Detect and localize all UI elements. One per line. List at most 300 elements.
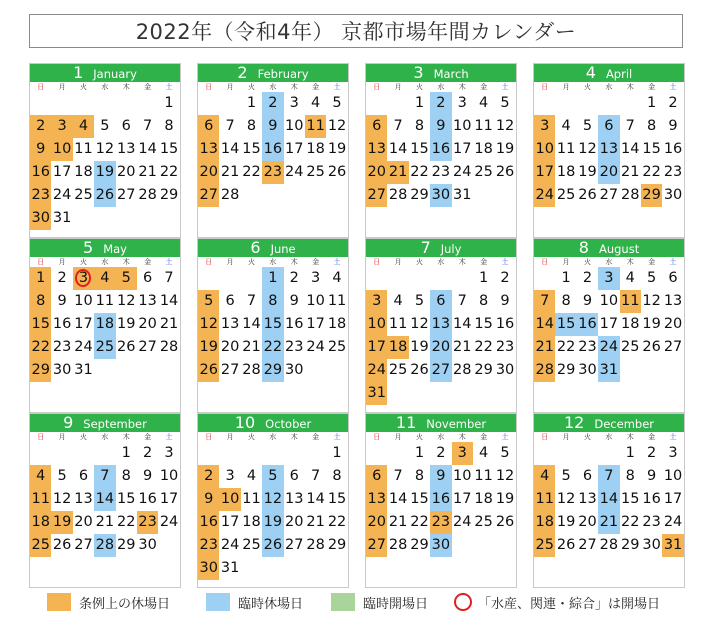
day-cell: 21 <box>453 339 472 355</box>
day-cell: 14 <box>534 313 555 336</box>
day-cell: 7 <box>534 290 555 313</box>
day-cell: 15 <box>642 141 661 157</box>
month-name: December <box>594 417 654 431</box>
weekday-label: 水 <box>437 83 445 91</box>
empty-cell <box>598 442 619 465</box>
month-name: February <box>257 67 309 81</box>
day-cell: 29 <box>410 537 429 553</box>
red-circle-icon <box>75 269 91 287</box>
day-cell: 4 <box>625 270 635 286</box>
day-cell: 30 <box>642 537 661 553</box>
day-cell: 24 <box>306 339 325 355</box>
day-cell: 24 <box>453 514 472 530</box>
day-cell: 25 <box>30 534 51 557</box>
month-april <box>533 63 685 238</box>
day-cell: 10 <box>663 468 683 484</box>
day-cell: 27 <box>366 534 387 557</box>
weekday-row <box>534 257 684 267</box>
day-cell: 7 <box>457 293 467 309</box>
day-cell: 22 <box>642 164 661 180</box>
day-cell: 5 <box>100 118 110 134</box>
day-cell: 27 <box>74 537 93 553</box>
weekday-label: 金 <box>648 258 656 266</box>
day-cell: 4 <box>73 115 94 138</box>
day-cell: 18 <box>30 511 51 534</box>
day-cell: 13 <box>198 138 219 161</box>
weekday-label: 水 <box>101 258 109 266</box>
day-cell: 27 <box>117 187 136 203</box>
day-cell: 16 <box>30 161 51 184</box>
weekday-label: 水 <box>101 433 109 441</box>
day-cell: 16 <box>138 491 157 507</box>
day-cell: 21 <box>621 164 640 180</box>
empty-cell <box>51 92 72 115</box>
day-cell: 3 <box>73 267 94 290</box>
weekday-label: 土 <box>669 258 677 266</box>
day-cell: 2 <box>143 445 153 461</box>
day-cell: 11 <box>556 141 576 157</box>
day-cell: 19 <box>262 511 283 534</box>
weekday-label: 木 <box>122 433 130 441</box>
day-cell: 8 <box>414 468 425 484</box>
day-cell: 13 <box>366 138 387 161</box>
day-cell: 14 <box>242 316 261 332</box>
weekday-row <box>198 257 348 267</box>
day-cell: 17 <box>74 316 93 332</box>
weekday-label: 木 <box>290 258 298 266</box>
empty-cell <box>219 92 240 115</box>
empty-cell <box>305 442 326 465</box>
day-cell: 18 <box>74 164 93 180</box>
weekday-label: 木 <box>122 83 130 91</box>
day-cell: 20 <box>430 336 451 359</box>
day-cell: 12 <box>198 313 219 336</box>
day-cell: 26 <box>495 514 515 530</box>
day-cell: 17 <box>534 161 555 184</box>
day-cell: 14 <box>621 141 640 157</box>
day-cell: 6 <box>78 468 89 484</box>
weekday-label: 火 <box>79 83 87 91</box>
day-cell: 7 <box>393 118 403 134</box>
empty-cell <box>219 442 240 465</box>
day-cell: 20 <box>74 514 93 530</box>
weekday-row <box>534 432 684 442</box>
weekday-row <box>30 257 180 267</box>
weekday-row <box>30 82 180 92</box>
day-cell: 5 <box>647 270 657 286</box>
day-cell: 6 <box>366 465 387 488</box>
empty-cell <box>387 92 408 115</box>
weekday-label: 金 <box>480 83 488 91</box>
weekday-label: 月 <box>58 433 66 441</box>
day-cell: 26 <box>52 537 72 553</box>
day-cell: 14 <box>159 293 179 309</box>
weekday-label: 火 <box>247 83 255 91</box>
day-cell: 22 <box>410 514 429 530</box>
day-cell: 4 <box>332 270 342 286</box>
weekday-label: 木 <box>290 83 298 91</box>
day-cell: 28 <box>94 534 115 557</box>
month-number: 12 <box>564 413 585 432</box>
day-cell: 29 <box>30 359 51 382</box>
day-cell: 31 <box>366 382 387 405</box>
empty-cell <box>241 442 262 465</box>
empty-cell <box>620 92 641 115</box>
day-cell: 28 <box>388 187 408 203</box>
day-cell: 10 <box>599 293 619 309</box>
day-cell: 21 <box>388 514 408 530</box>
day-cell: 20 <box>663 316 683 332</box>
day-cell: 11 <box>305 115 326 138</box>
day-cell: 2 <box>430 92 451 115</box>
day-cell: 23 <box>642 514 661 530</box>
day-cell: 3 <box>164 445 174 461</box>
day-cell: 16 <box>663 141 683 157</box>
day-cell: 2 <box>500 270 510 286</box>
weekday-label: 金 <box>648 433 656 441</box>
day-cell: 19 <box>327 141 347 157</box>
day-cell: 9 <box>430 115 451 138</box>
day-cell: 22 <box>262 336 283 359</box>
day-cell: 28 <box>621 187 640 203</box>
day-cell: 21 <box>387 161 408 184</box>
weekday-label: 火 <box>583 258 591 266</box>
empty-cell <box>51 442 72 465</box>
month-august <box>533 238 685 413</box>
day-cell: 6 <box>143 270 153 286</box>
day-cell: 15 <box>159 141 179 157</box>
day-cell: 16 <box>52 316 72 332</box>
day-cell: 28 <box>534 359 555 382</box>
day-cell: 15 <box>242 141 261 157</box>
day-cell: 27 <box>138 339 157 355</box>
empty-cell <box>366 267 387 290</box>
weekday-label: 木 <box>458 83 466 91</box>
empty-cell <box>241 267 262 290</box>
day-cell: 4 <box>534 465 555 488</box>
empty-cell <box>366 92 387 115</box>
day-cell: 13 <box>285 491 304 507</box>
day-cell: 2 <box>668 95 678 111</box>
day-cell: 7 <box>311 468 321 484</box>
day-cell: 16 <box>198 511 219 534</box>
day-cell: 8 <box>121 468 131 484</box>
day-cell: 24 <box>534 184 555 207</box>
day-cell: 13 <box>578 491 597 507</box>
weekday-label: 土 <box>333 258 341 266</box>
empty-cell <box>94 442 115 465</box>
day-cell: 6 <box>225 293 235 309</box>
legend-circle-label: 「水産、関連・綜合」は開場日 <box>478 596 661 612</box>
month-number: 9 <box>63 413 74 432</box>
day-cell: 20 <box>366 161 387 184</box>
day-cell: 26 <box>642 339 661 355</box>
day-cell: 30 <box>198 557 219 580</box>
day-cell: 25 <box>388 362 408 378</box>
day-cell: 12 <box>578 141 597 157</box>
page-title <box>29 14 683 48</box>
day-cell: 19 <box>51 511 72 534</box>
day-cell: 11 <box>242 491 261 507</box>
day-cell: 28 <box>159 339 179 355</box>
day-cell: 23 <box>198 534 219 557</box>
day-cell: 22 <box>30 336 51 359</box>
day-cell: 19 <box>198 336 219 359</box>
empty-cell <box>94 92 115 115</box>
day-cell: 17 <box>220 514 240 530</box>
day-cell: 14 <box>388 141 408 157</box>
weekday-label: 火 <box>415 83 423 91</box>
weekday-label: 日 <box>205 258 213 266</box>
day-cell: 18 <box>387 336 408 359</box>
weekday-label: 日 <box>37 433 45 441</box>
weekday-label: 金 <box>480 433 488 441</box>
day-cell: 22 <box>117 514 136 530</box>
day-cell: 9 <box>647 468 657 484</box>
day-cell: 8 <box>246 118 257 134</box>
weekday-row <box>366 432 516 442</box>
empty-cell <box>555 92 576 115</box>
empty-cell <box>409 267 430 290</box>
day-cell: 17 <box>285 141 304 157</box>
month-october <box>197 413 349 588</box>
weekday-label: 月 <box>226 258 234 266</box>
day-cell: 2 <box>289 270 299 286</box>
day-cell: 8 <box>164 118 174 134</box>
weekday-label: 土 <box>165 83 173 91</box>
day-cell: 5 <box>500 95 510 111</box>
weekday-label: 水 <box>437 433 445 441</box>
day-cell: 20 <box>578 514 597 530</box>
day-cell: 21 <box>138 164 157 180</box>
empty-cell <box>30 92 51 115</box>
weekday-label: 日 <box>373 258 381 266</box>
day-cell: 4 <box>94 267 115 290</box>
day-cell: 22 <box>410 164 429 180</box>
weekday-label: 土 <box>165 433 173 441</box>
weekday-row <box>198 432 348 442</box>
day-cell: 10 <box>534 138 555 161</box>
empty-cell <box>555 442 576 465</box>
legend-circle <box>454 590 660 614</box>
blue-swatch <box>206 593 230 611</box>
weekday-label: 火 <box>415 258 423 266</box>
day-cell: 28 <box>306 537 325 553</box>
weekday-label: 土 <box>669 433 677 441</box>
day-grid <box>534 442 684 557</box>
day-cell: 25 <box>534 534 555 557</box>
month-header <box>366 239 516 257</box>
month-name: January <box>93 67 137 81</box>
empty-cell <box>30 442 51 465</box>
day-cell: 16 <box>577 313 598 336</box>
day-cell: 7 <box>246 293 257 309</box>
day-cell: 27 <box>578 537 597 553</box>
empty-cell <box>137 92 158 115</box>
day-cell: 31 <box>598 359 619 382</box>
day-cell: 17 <box>453 491 472 507</box>
day-cell: 25 <box>474 164 493 180</box>
day-cell: 2 <box>57 270 67 286</box>
day-cell: 2 <box>262 92 283 115</box>
day-cell: 29 <box>159 187 179 203</box>
day-cell: 26 <box>94 184 115 207</box>
day-cell: 12 <box>495 468 515 484</box>
day-cell: 1 <box>414 445 425 461</box>
weekday-label: 月 <box>394 433 402 441</box>
day-cell: 6 <box>198 115 219 138</box>
day-cell: 17 <box>159 491 179 507</box>
weekday-label: 土 <box>501 83 509 91</box>
day-cell: 18 <box>556 164 576 180</box>
day-cell: 30 <box>285 362 304 378</box>
day-cell: 28 <box>453 362 472 378</box>
day-cell: 6 <box>582 468 593 484</box>
day-cell: 23 <box>578 339 597 355</box>
weekday-label: 金 <box>144 258 152 266</box>
day-grid <box>198 442 348 580</box>
weekday-label: 日 <box>37 258 45 266</box>
day-cell: 7 <box>225 118 235 134</box>
day-cell: 21 <box>220 164 240 180</box>
day-cell: 1 <box>414 95 425 111</box>
day-cell: 18 <box>534 511 555 534</box>
day-cell: 18 <box>327 316 347 332</box>
day-cell: 3 <box>534 115 555 138</box>
day-cell: 20 <box>598 161 619 184</box>
weekday-label: 金 <box>480 258 488 266</box>
weekday-label: 水 <box>605 433 613 441</box>
day-cell: 11 <box>30 488 51 511</box>
weekday-label: 火 <box>79 433 87 441</box>
day-cell: 26 <box>198 359 219 382</box>
day-cell: 25 <box>621 339 640 355</box>
day-cell: 31 <box>74 362 93 378</box>
day-cell: 5 <box>561 468 571 484</box>
month-november <box>365 413 517 588</box>
day-cell: 29 <box>641 184 662 207</box>
month-name: August <box>598 242 640 256</box>
weekday-label: 木 <box>626 258 634 266</box>
day-cell: 24 <box>598 336 619 359</box>
day-cell: 30 <box>495 362 515 378</box>
month-march <box>365 63 517 238</box>
month-may <box>29 238 181 413</box>
day-cell: 27 <box>366 184 387 207</box>
day-cell: 15 <box>474 316 493 332</box>
day-cell: 5 <box>582 118 593 134</box>
day-cell: 3 <box>452 442 473 465</box>
day-cell: 10 <box>51 138 72 161</box>
day-cell: 12 <box>556 491 576 507</box>
day-cell: 26 <box>327 164 347 180</box>
month-header <box>30 239 180 257</box>
day-cell: 10 <box>285 118 304 134</box>
empty-cell <box>430 267 451 290</box>
day-cell: 18 <box>306 141 325 157</box>
empty-cell <box>198 267 219 290</box>
day-cell: 1 <box>647 95 657 111</box>
day-cell: 25 <box>327 339 347 355</box>
month-february <box>197 63 349 238</box>
weekday-label: 月 <box>226 83 234 91</box>
day-cell: 14 <box>138 141 157 157</box>
day-cell: 19 <box>642 316 661 332</box>
empty-cell <box>219 267 240 290</box>
day-cell: 13 <box>366 488 387 511</box>
day-cell: 12 <box>495 118 515 134</box>
day-cell: 10 <box>219 488 240 511</box>
page-title-text: 2022年（令和4年） 京都市場年間カレンダー <box>135 20 577 44</box>
day-cell: 26 <box>262 534 283 557</box>
month-header <box>366 414 516 432</box>
day-cell: 24 <box>159 514 179 530</box>
day-cell: 4 <box>479 445 489 461</box>
empty-cell <box>598 92 619 115</box>
day-cell: 3 <box>311 270 321 286</box>
day-cell: 29 <box>117 537 136 553</box>
month-number: 11 <box>395 413 417 432</box>
red-circle-icon <box>454 593 472 611</box>
month-header <box>198 414 348 432</box>
day-cell: 27 <box>220 362 240 378</box>
day-cell: 24 <box>366 359 387 382</box>
day-cell: 21 <box>306 514 325 530</box>
day-cell: 26 <box>556 537 576 553</box>
day-cell: 1 <box>625 445 635 461</box>
day-cell: 6 <box>289 468 299 484</box>
day-cell: 18 <box>474 491 493 507</box>
weekday-row <box>198 82 348 92</box>
day-cell: 1 <box>262 267 283 290</box>
day-cell: 25 <box>242 537 261 553</box>
day-cell: 7 <box>164 270 174 286</box>
weekday-row <box>366 82 516 92</box>
day-cell: 15 <box>410 491 429 507</box>
weekday-label: 土 <box>501 258 509 266</box>
day-cell: 3 <box>225 468 235 484</box>
day-cell: 13 <box>430 313 451 336</box>
day-cell: 31 <box>662 534 683 557</box>
weekday-label: 火 <box>583 433 591 441</box>
day-cell: 19 <box>578 164 597 180</box>
day-cell: 21 <box>159 316 179 332</box>
day-cell: 18 <box>621 316 640 332</box>
day-cell: 11 <box>95 293 115 309</box>
month-number: 6 <box>250 238 261 257</box>
empty-cell <box>262 442 283 465</box>
month-name: April <box>605 67 633 81</box>
day-cell: 2 <box>30 115 51 138</box>
weekday-label: 木 <box>626 433 634 441</box>
day-cell: 10 <box>159 468 179 484</box>
day-cell: 14 <box>453 316 472 332</box>
weekday-label: 金 <box>312 83 320 91</box>
weekday-label: 水 <box>437 258 445 266</box>
weekday-label: 月 <box>394 83 402 91</box>
day-cell: 19 <box>410 339 429 355</box>
day-cell: 5 <box>57 468 67 484</box>
day-cell: 20 <box>220 339 240 355</box>
day-cell: 17 <box>599 316 619 332</box>
day-cell: 28 <box>388 537 408 553</box>
day-cell: 24 <box>52 187 72 203</box>
empty-cell <box>116 92 137 115</box>
day-cell: 1 <box>561 270 571 286</box>
empty-cell <box>73 442 94 465</box>
day-cell: 10 <box>74 293 93 309</box>
day-cell: 8 <box>262 290 283 313</box>
